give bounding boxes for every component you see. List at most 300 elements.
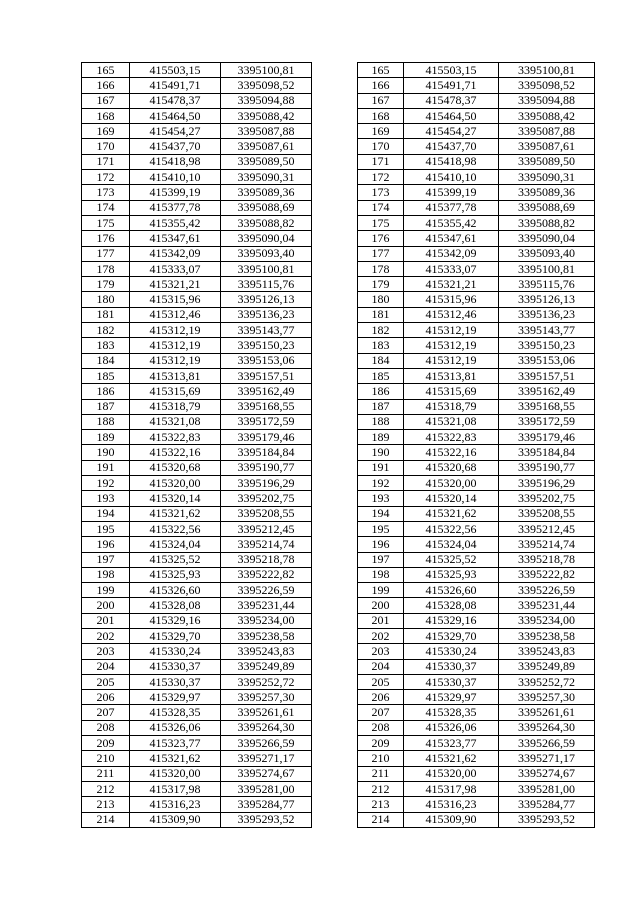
right-x-coordinate: 415329,70 xyxy=(404,628,499,643)
right-x-coordinate: 415321,21 xyxy=(404,277,499,292)
right-point-number: 203 xyxy=(358,644,404,659)
right-point-number: 180 xyxy=(358,292,404,307)
table-row xyxy=(82,399,595,414)
left-y-coordinate: 3395087,88 xyxy=(221,124,312,139)
column-gap xyxy=(312,307,358,322)
left-y-coordinate: 3395212,45 xyxy=(221,521,312,536)
table-row xyxy=(82,200,595,215)
left-y-coordinate: 3395088,42 xyxy=(221,108,312,123)
right-x-coordinate: 415320,00 xyxy=(404,766,499,781)
table-row xyxy=(82,751,595,766)
right-y-coordinate: 3395222,82 xyxy=(499,567,595,582)
left-y-coordinate: 3395238,58 xyxy=(221,628,312,643)
table-row xyxy=(82,491,595,506)
left-point-number: 207 xyxy=(82,705,130,720)
left-x-coordinate: 415329,70 xyxy=(130,628,221,643)
right-point-number: 196 xyxy=(358,537,404,552)
table-row xyxy=(82,690,595,705)
left-y-coordinate: 3395115,76 xyxy=(221,277,312,292)
right-y-coordinate: 3395184,84 xyxy=(499,445,595,460)
right-x-coordinate: 415320,00 xyxy=(404,476,499,491)
right-y-coordinate: 3395088,42 xyxy=(499,108,595,123)
left-y-coordinate: 3395126,13 xyxy=(221,292,312,307)
right-y-coordinate: 3395179,46 xyxy=(499,430,595,445)
column-gap xyxy=(312,705,358,720)
column-gap xyxy=(312,124,358,139)
left-y-coordinate: 3395261,61 xyxy=(221,705,312,720)
left-y-coordinate: 3395089,50 xyxy=(221,154,312,169)
right-point-number: 201 xyxy=(358,613,404,628)
right-y-coordinate: 3395172,59 xyxy=(499,414,595,429)
right-point-number: 173 xyxy=(358,185,404,200)
left-point-number: 204 xyxy=(82,659,130,674)
right-x-coordinate: 415437,70 xyxy=(404,139,499,154)
column-gap xyxy=(312,93,358,108)
left-x-coordinate: 415326,60 xyxy=(130,583,221,598)
right-y-coordinate: 3395093,40 xyxy=(499,246,595,261)
right-x-coordinate: 415309,90 xyxy=(404,812,499,827)
right-point-number: 198 xyxy=(358,567,404,582)
right-y-coordinate: 3395089,50 xyxy=(499,154,595,169)
left-x-coordinate: 415321,62 xyxy=(130,751,221,766)
left-y-coordinate: 3395214,74 xyxy=(221,537,312,552)
left-point-number: 200 xyxy=(82,598,130,613)
right-y-coordinate: 3395214,74 xyxy=(499,537,595,552)
left-x-coordinate: 415322,16 xyxy=(130,445,221,460)
left-x-coordinate: 415326,06 xyxy=(130,720,221,735)
right-y-coordinate: 3395094,88 xyxy=(499,93,595,108)
right-y-coordinate: 3395157,51 xyxy=(499,368,595,383)
left-x-coordinate: 415316,23 xyxy=(130,797,221,812)
left-point-number: 189 xyxy=(82,430,130,445)
right-x-coordinate: 415333,07 xyxy=(404,261,499,276)
right-y-coordinate: 3395231,44 xyxy=(499,598,595,613)
right-y-coordinate: 3395252,72 xyxy=(499,674,595,689)
table-row xyxy=(82,307,595,322)
right-y-coordinate: 3395090,04 xyxy=(499,231,595,246)
left-x-coordinate: 415321,08 xyxy=(130,414,221,429)
left-y-coordinate: 3395208,55 xyxy=(221,506,312,521)
right-y-coordinate: 3395136,23 xyxy=(499,307,595,322)
right-point-number: 169 xyxy=(358,124,404,139)
right-point-number: 166 xyxy=(358,78,404,93)
left-y-coordinate: 3395143,77 xyxy=(221,323,312,338)
left-x-coordinate: 415325,52 xyxy=(130,552,221,567)
right-y-coordinate: 3395271,17 xyxy=(499,751,595,766)
left-y-coordinate: 3395271,17 xyxy=(221,751,312,766)
column-gap xyxy=(312,430,358,445)
column-gap xyxy=(312,552,358,567)
right-point-number: 208 xyxy=(358,720,404,735)
right-point-number: 176 xyxy=(358,231,404,246)
right-y-coordinate: 3395293,52 xyxy=(499,812,595,827)
right-point-number: 178 xyxy=(358,261,404,276)
right-point-number: 195 xyxy=(358,521,404,536)
right-x-coordinate: 415330,37 xyxy=(404,674,499,689)
left-x-coordinate: 415328,35 xyxy=(130,705,221,720)
left-point-number: 166 xyxy=(82,78,130,93)
column-gap xyxy=(312,720,358,735)
right-x-coordinate: 415313,81 xyxy=(404,368,499,383)
left-point-number: 187 xyxy=(82,399,130,414)
left-x-coordinate: 415321,21 xyxy=(130,277,221,292)
left-x-coordinate: 415313,81 xyxy=(130,368,221,383)
right-point-number: 209 xyxy=(358,736,404,751)
column-gap xyxy=(312,736,358,751)
left-x-coordinate: 415329,16 xyxy=(130,613,221,628)
right-point-number: 183 xyxy=(358,338,404,353)
right-point-number: 182 xyxy=(358,323,404,338)
left-y-coordinate: 3395202,75 xyxy=(221,491,312,506)
left-point-number: 182 xyxy=(82,323,130,338)
left-point-number: 175 xyxy=(82,215,130,230)
right-x-coordinate: 415330,37 xyxy=(404,659,499,674)
left-y-coordinate: 3395226,59 xyxy=(221,583,312,598)
right-y-coordinate: 3395100,81 xyxy=(499,63,595,78)
left-x-coordinate: 415355,42 xyxy=(130,215,221,230)
left-point-number: 194 xyxy=(82,506,130,521)
left-x-coordinate: 415318,79 xyxy=(130,399,221,414)
right-y-coordinate: 3395087,88 xyxy=(499,124,595,139)
left-y-coordinate: 3395153,06 xyxy=(221,353,312,368)
column-gap xyxy=(312,353,358,368)
right-x-coordinate: 415328,08 xyxy=(404,598,499,613)
left-y-coordinate: 3395094,88 xyxy=(221,93,312,108)
column-gap xyxy=(312,261,358,276)
column-gap xyxy=(312,399,358,414)
left-x-coordinate: 415333,07 xyxy=(130,261,221,276)
table-row xyxy=(82,261,595,276)
column-gap xyxy=(312,277,358,292)
left-point-number: 185 xyxy=(82,368,130,383)
left-x-coordinate: 415312,19 xyxy=(130,353,221,368)
left-x-coordinate: 415328,08 xyxy=(130,598,221,613)
right-y-coordinate: 3395098,52 xyxy=(499,78,595,93)
left-y-coordinate: 3395249,89 xyxy=(221,659,312,674)
right-x-coordinate: 415330,24 xyxy=(404,644,499,659)
right-x-coordinate: 415326,60 xyxy=(404,583,499,598)
right-point-number: 194 xyxy=(358,506,404,521)
table-row xyxy=(82,414,595,429)
left-point-number: 186 xyxy=(82,384,130,399)
column-gap xyxy=(312,491,358,506)
left-x-coordinate: 415347,61 xyxy=(130,231,221,246)
right-x-coordinate: 415329,16 xyxy=(404,613,499,628)
table-row xyxy=(82,567,595,582)
left-y-coordinate: 3395100,81 xyxy=(221,63,312,78)
right-point-number: 193 xyxy=(358,491,404,506)
right-point-number: 189 xyxy=(358,430,404,445)
left-x-coordinate: 415454,27 xyxy=(130,124,221,139)
table-row xyxy=(82,108,595,123)
right-point-number: 206 xyxy=(358,690,404,705)
right-point-number: 210 xyxy=(358,751,404,766)
left-point-number: 167 xyxy=(82,93,130,108)
left-point-number: 199 xyxy=(82,583,130,598)
right-y-coordinate: 3395126,13 xyxy=(499,292,595,307)
table-row xyxy=(82,292,595,307)
left-x-coordinate: 415342,09 xyxy=(130,246,221,261)
right-x-coordinate: 415347,61 xyxy=(404,231,499,246)
table-row xyxy=(82,720,595,735)
right-y-coordinate: 3395238,58 xyxy=(499,628,595,643)
table-row xyxy=(82,154,595,169)
right-x-coordinate: 415322,16 xyxy=(404,445,499,460)
table-row xyxy=(82,338,595,353)
right-x-coordinate: 415324,04 xyxy=(404,537,499,552)
right-x-coordinate: 415315,96 xyxy=(404,292,499,307)
table-row xyxy=(82,430,595,445)
left-point-number: 201 xyxy=(82,613,130,628)
table-row xyxy=(82,124,595,139)
left-point-number: 202 xyxy=(82,628,130,643)
right-y-coordinate: 3395115,76 xyxy=(499,277,595,292)
right-point-number: 191 xyxy=(358,460,404,475)
left-x-coordinate: 415330,37 xyxy=(130,659,221,674)
table-row xyxy=(82,812,595,827)
left-y-coordinate: 3395100,81 xyxy=(221,261,312,276)
table-row xyxy=(82,628,595,643)
table-row xyxy=(82,445,595,460)
right-y-coordinate: 3395100,81 xyxy=(499,261,595,276)
right-point-number: 171 xyxy=(358,154,404,169)
right-point-number: 207 xyxy=(358,705,404,720)
left-point-number: 172 xyxy=(82,170,130,185)
right-point-number: 174 xyxy=(358,200,404,215)
left-y-coordinate: 3395090,31 xyxy=(221,170,312,185)
left-point-number: 191 xyxy=(82,460,130,475)
right-y-coordinate: 3395261,61 xyxy=(499,705,595,720)
table-row xyxy=(82,231,595,246)
column-gap xyxy=(312,644,358,659)
right-point-number: 202 xyxy=(358,628,404,643)
right-y-coordinate: 3395190,77 xyxy=(499,460,595,475)
right-point-number: 186 xyxy=(358,384,404,399)
right-x-coordinate: 415342,09 xyxy=(404,246,499,261)
left-x-coordinate: 415315,96 xyxy=(130,292,221,307)
right-x-coordinate: 415320,68 xyxy=(404,460,499,475)
left-x-coordinate: 415324,04 xyxy=(130,537,221,552)
left-y-coordinate: 3395231,44 xyxy=(221,598,312,613)
left-y-coordinate: 3395162,49 xyxy=(221,384,312,399)
right-x-coordinate: 415320,14 xyxy=(404,491,499,506)
left-x-coordinate: 415325,93 xyxy=(130,567,221,582)
right-y-coordinate: 3395090,31 xyxy=(499,170,595,185)
right-x-coordinate: 415321,08 xyxy=(404,414,499,429)
left-x-coordinate: 415491,71 xyxy=(130,78,221,93)
right-x-coordinate: 415315,69 xyxy=(404,384,499,399)
left-point-number: 206 xyxy=(82,690,130,705)
left-point-number: 184 xyxy=(82,353,130,368)
table-row xyxy=(82,705,595,720)
left-x-coordinate: 415312,46 xyxy=(130,307,221,322)
left-y-coordinate: 3395274,67 xyxy=(221,766,312,781)
left-x-coordinate: 415330,37 xyxy=(130,674,221,689)
table-row xyxy=(82,552,595,567)
right-x-coordinate: 415464,50 xyxy=(404,108,499,123)
left-x-coordinate: 415315,69 xyxy=(130,384,221,399)
table-row xyxy=(82,353,595,368)
table-row xyxy=(82,644,595,659)
right-point-number: 168 xyxy=(358,108,404,123)
column-gap xyxy=(312,797,358,812)
left-point-number: 176 xyxy=(82,231,130,246)
table-row xyxy=(82,736,595,751)
right-y-coordinate: 3395212,45 xyxy=(499,521,595,536)
table-row xyxy=(82,674,595,689)
left-y-coordinate: 3395157,51 xyxy=(221,368,312,383)
right-y-coordinate: 3395088,82 xyxy=(499,215,595,230)
right-point-number: 213 xyxy=(358,797,404,812)
left-y-coordinate: 3395088,69 xyxy=(221,200,312,215)
right-x-coordinate: 415491,71 xyxy=(404,78,499,93)
right-x-coordinate: 415410,10 xyxy=(404,170,499,185)
left-y-coordinate: 3395190,77 xyxy=(221,460,312,475)
table-row xyxy=(82,384,595,399)
left-point-number: 173 xyxy=(82,185,130,200)
left-x-coordinate: 415322,83 xyxy=(130,430,221,445)
left-y-coordinate: 3395093,40 xyxy=(221,246,312,261)
left-y-coordinate: 3395264,30 xyxy=(221,720,312,735)
left-x-coordinate: 415464,50 xyxy=(130,108,221,123)
left-point-number: 212 xyxy=(82,781,130,796)
column-gap xyxy=(312,583,358,598)
left-y-coordinate: 3395222,82 xyxy=(221,567,312,582)
left-x-coordinate: 415321,62 xyxy=(130,506,221,521)
right-x-coordinate: 415325,52 xyxy=(404,552,499,567)
table-row xyxy=(82,613,595,628)
right-y-coordinate: 3395168,55 xyxy=(499,399,595,414)
left-y-coordinate: 3395150,23 xyxy=(221,338,312,353)
right-point-number: 185 xyxy=(358,368,404,383)
left-y-coordinate: 3395252,72 xyxy=(221,674,312,689)
table-row xyxy=(82,185,595,200)
column-gap xyxy=(312,384,358,399)
left-point-number: 178 xyxy=(82,261,130,276)
table-row xyxy=(82,139,595,154)
column-gap xyxy=(312,781,358,796)
right-point-number: 165 xyxy=(358,63,404,78)
right-point-number: 181 xyxy=(358,307,404,322)
right-x-coordinate: 415329,97 xyxy=(404,690,499,705)
left-point-number: 203 xyxy=(82,644,130,659)
left-x-coordinate: 415312,19 xyxy=(130,323,221,338)
right-x-coordinate: 415312,19 xyxy=(404,338,499,353)
column-gap xyxy=(312,139,358,154)
column-gap xyxy=(312,628,358,643)
left-point-number: 198 xyxy=(82,567,130,582)
table-row xyxy=(82,277,595,292)
right-x-coordinate: 415322,56 xyxy=(404,521,499,536)
left-point-number: 214 xyxy=(82,812,130,827)
table-row xyxy=(82,506,595,521)
coordinates-table-body xyxy=(82,63,595,828)
left-point-number: 195 xyxy=(82,521,130,536)
left-y-coordinate: 3395234,00 xyxy=(221,613,312,628)
left-y-coordinate: 3395266,59 xyxy=(221,736,312,751)
left-point-number: 181 xyxy=(82,307,130,322)
right-y-coordinate: 3395249,89 xyxy=(499,659,595,674)
left-x-coordinate: 415437,70 xyxy=(130,139,221,154)
right-x-coordinate: 415454,27 xyxy=(404,124,499,139)
left-y-coordinate: 3395196,29 xyxy=(221,476,312,491)
column-gap xyxy=(312,154,358,169)
left-point-number: 180 xyxy=(82,292,130,307)
left-x-coordinate: 415323,77 xyxy=(130,736,221,751)
right-y-coordinate: 3395226,59 xyxy=(499,583,595,598)
left-x-coordinate: 415309,90 xyxy=(130,812,221,827)
left-y-coordinate: 3395098,52 xyxy=(221,78,312,93)
left-y-coordinate: 3395243,83 xyxy=(221,644,312,659)
right-y-coordinate: 3395234,00 xyxy=(499,613,595,628)
right-y-coordinate: 3395089,36 xyxy=(499,185,595,200)
column-gap xyxy=(312,598,358,613)
column-gap xyxy=(312,537,358,552)
table-row xyxy=(82,476,595,491)
column-gap xyxy=(312,368,358,383)
column-gap xyxy=(312,613,358,628)
left-x-coordinate: 415320,00 xyxy=(130,476,221,491)
left-x-coordinate: 415418,98 xyxy=(130,154,221,169)
left-x-coordinate: 415320,68 xyxy=(130,460,221,475)
column-gap xyxy=(312,63,358,78)
right-x-coordinate: 415418,98 xyxy=(404,154,499,169)
table-row xyxy=(82,797,595,812)
left-x-coordinate: 415329,97 xyxy=(130,690,221,705)
column-gap xyxy=(312,323,358,338)
left-y-coordinate: 3395088,82 xyxy=(221,215,312,230)
right-x-coordinate: 415316,23 xyxy=(404,797,499,812)
table-row xyxy=(82,598,595,613)
right-y-coordinate: 3395202,75 xyxy=(499,491,595,506)
right-y-coordinate: 3395218,78 xyxy=(499,552,595,567)
right-y-coordinate: 3395274,67 xyxy=(499,766,595,781)
right-point-number: 190 xyxy=(358,445,404,460)
right-x-coordinate: 415326,06 xyxy=(404,720,499,735)
left-x-coordinate: 415322,56 xyxy=(130,521,221,536)
table-row xyxy=(82,246,595,261)
column-gap xyxy=(312,659,358,674)
right-y-coordinate: 3395281,00 xyxy=(499,781,595,796)
right-y-coordinate: 3395196,29 xyxy=(499,476,595,491)
left-x-coordinate: 415410,10 xyxy=(130,170,221,185)
table-row xyxy=(82,368,595,383)
right-y-coordinate: 3395087,61 xyxy=(499,139,595,154)
right-point-number: 214 xyxy=(358,812,404,827)
left-point-number: 188 xyxy=(82,414,130,429)
left-y-coordinate: 3395089,36 xyxy=(221,185,312,200)
right-point-number: 187 xyxy=(358,399,404,414)
column-gap xyxy=(312,292,358,307)
right-y-coordinate: 3395153,06 xyxy=(499,353,595,368)
left-y-coordinate: 3395281,00 xyxy=(221,781,312,796)
left-point-number: 183 xyxy=(82,338,130,353)
right-point-number: 170 xyxy=(358,139,404,154)
right-point-number: 200 xyxy=(358,598,404,613)
column-gap xyxy=(312,766,358,781)
table-row xyxy=(82,170,595,185)
table-row xyxy=(82,659,595,674)
column-gap xyxy=(312,246,358,261)
column-gap xyxy=(312,445,358,460)
table-row xyxy=(82,215,595,230)
right-y-coordinate: 3395243,83 xyxy=(499,644,595,659)
column-gap xyxy=(312,215,358,230)
column-gap xyxy=(312,231,358,246)
right-y-coordinate: 3395162,49 xyxy=(499,384,595,399)
left-x-coordinate: 415317,98 xyxy=(130,781,221,796)
left-point-number: 211 xyxy=(82,766,130,781)
